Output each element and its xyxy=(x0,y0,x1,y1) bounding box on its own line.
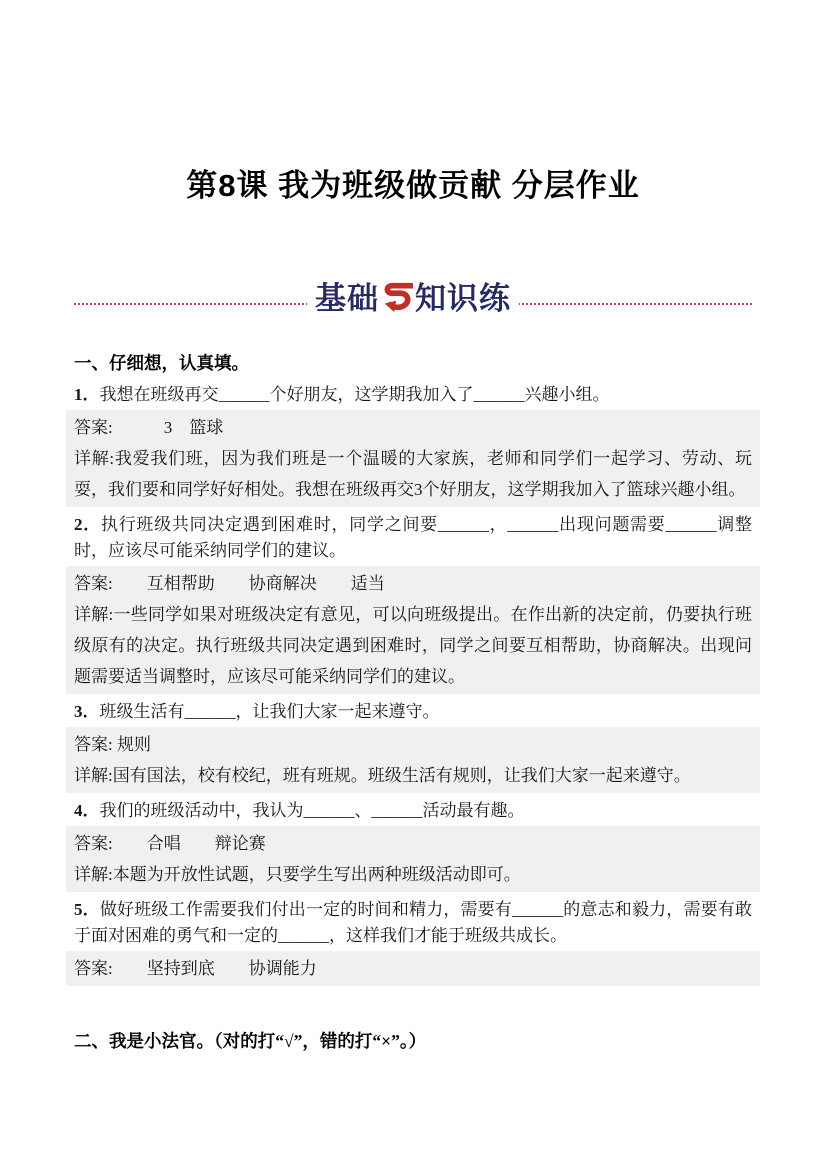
question-line xyxy=(74,512,752,564)
page-title: 第8课 我为班级做贡献 分层作业 xyxy=(186,168,640,203)
question-text: 我想在班级再交______个好朋友，这学期我加入了______兴趣小组。 xyxy=(99,385,610,404)
answer-block xyxy=(66,727,760,793)
explain-label: 详解: xyxy=(74,766,113,785)
question-number: 4． xyxy=(74,801,100,820)
banner-text-right: 知识练 xyxy=(415,281,511,316)
question xyxy=(74,699,752,793)
answer-line xyxy=(74,412,752,443)
worksheet-body xyxy=(74,352,752,1052)
banner-text-left: 基础 xyxy=(315,281,379,316)
answer-label: 答案: xyxy=(74,735,113,754)
section xyxy=(74,352,752,986)
question-text: 我们的班级活动中，我认为______、______活动最有趣。 xyxy=(99,801,525,820)
answer-label: 答案: xyxy=(74,418,113,437)
question-line xyxy=(74,897,752,949)
question-number: 5． xyxy=(74,900,100,919)
banner xyxy=(74,276,752,324)
answer-line xyxy=(74,953,752,984)
explain-line xyxy=(74,760,752,791)
question-text: 做好班级工作需要我们付出一定的时间和精力，需要有______的意志和毅力，需要有敢于面对困难的勇气和一定的______，这样我们才能于班级共成长。 xyxy=(74,900,753,945)
question xyxy=(74,512,752,694)
banner-logo xyxy=(307,276,519,322)
question-number: 2． xyxy=(74,515,101,534)
question-line xyxy=(74,798,752,824)
answer-values: 规则 xyxy=(112,735,151,754)
question-line xyxy=(74,382,752,408)
answer-values: 3 篮球 xyxy=(112,418,224,437)
question-number: 1． xyxy=(74,385,100,404)
question-text: 班级生活有______，让我们大家一起来遵守。 xyxy=(99,702,440,721)
question xyxy=(74,798,752,892)
explain-line xyxy=(74,599,752,692)
s-swirl-icon xyxy=(381,277,413,317)
question xyxy=(74,382,752,507)
question-text: 执行班级共同决定遇到困难时，同学之间要______，______出现问题需要______调整时，应该尽可能采纳同学们的建议。 xyxy=(74,515,752,560)
explain-text: 我爱我们班，因为我们班是一个温暖的大家族，老师和同学们一起学习、劳动、玩耍，我们要和同学好好相处。我想在班级再交3个好朋友，这学期我加入了篮球兴趣小组。 xyxy=(74,449,753,499)
explain-text: 本题为开放性试题，只要学生写出两种班级活动即可。 xyxy=(112,865,521,884)
question-line xyxy=(74,699,752,725)
answer-values: 合唱 辩论赛 xyxy=(112,834,266,853)
explain-line xyxy=(74,443,752,505)
answer-line xyxy=(74,828,752,859)
answer-label: 答案: xyxy=(74,574,113,593)
answer-line xyxy=(74,729,752,760)
answer-block xyxy=(66,826,760,892)
explain-label: 详解: xyxy=(74,865,113,884)
explain-line xyxy=(74,859,752,890)
explain-text: 国有国法，校有校纪，班有班规。班级生活有规则，让我们大家一起来遵守。 xyxy=(112,766,691,785)
answer-line xyxy=(74,568,752,599)
answer-values: 坚持到底 协调能力 xyxy=(112,959,317,978)
section-heading: 一、仔细想，认真填。 xyxy=(74,353,249,373)
section xyxy=(74,1030,752,1052)
answer-label: 答案: xyxy=(74,959,113,978)
explain-label: 详解: xyxy=(74,449,115,468)
section-heading: 二、我是小法官。（对的打“√”，错的打“×”。） xyxy=(74,1031,427,1051)
answer-values: 互相帮助 协商解决 适当 xyxy=(112,574,385,593)
explain-text: 一些同学如果对班级决定有意见，可以向班级提出。在作出新的决定前，仍要执行班级原有的决定。执行班级共同决定遇到困难时，同学之间要互相帮助，协商解决。出现问题需要适当调整时，应该尽可能采纳同学们的建议。 xyxy=(74,605,752,686)
answer-label: 答案: xyxy=(74,834,113,853)
answer-block xyxy=(66,951,760,986)
answer-block xyxy=(66,566,760,694)
section-questions xyxy=(74,382,752,986)
question-number: 3． xyxy=(74,702,100,721)
question xyxy=(74,897,752,986)
explain-label: 详解: xyxy=(74,605,114,624)
answer-block xyxy=(66,410,760,507)
